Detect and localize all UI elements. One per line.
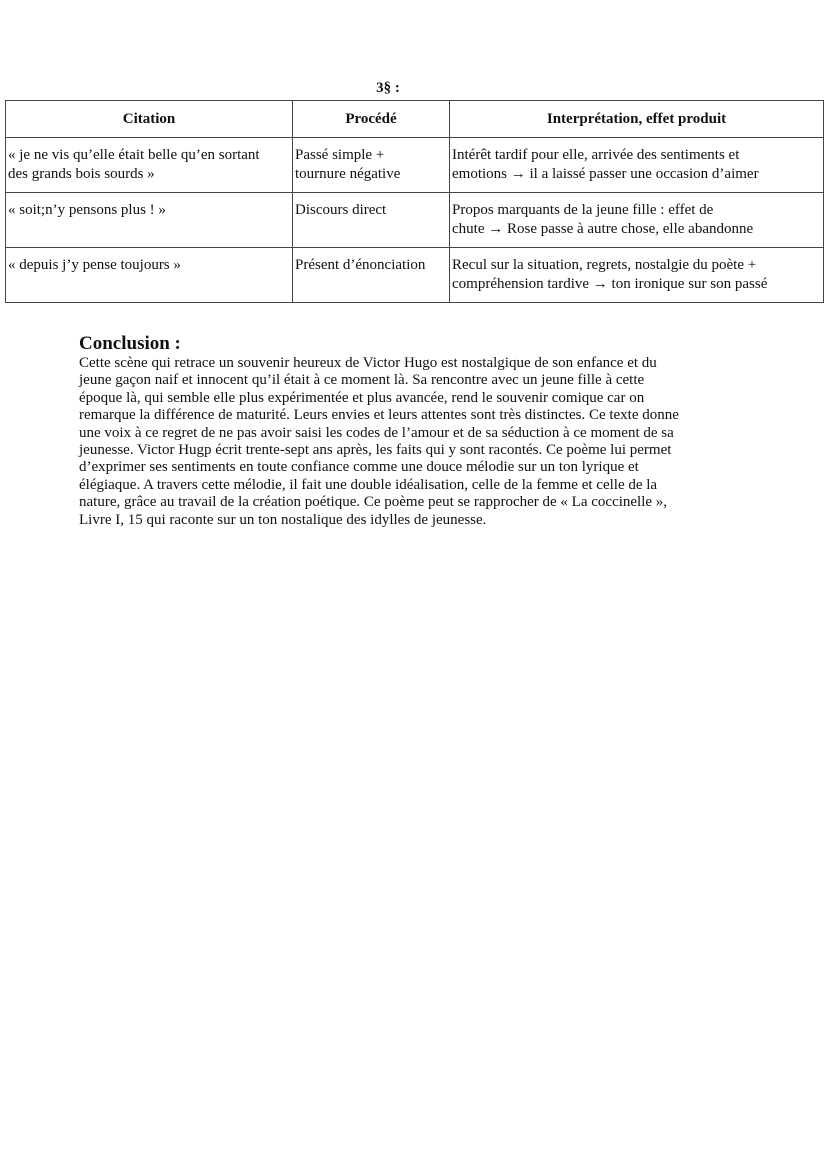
conclusion-line: Cette scène qui retrace un souvenir heureux de Victor Hugo est nostalgique de son enfance et du xyxy=(79,355,657,371)
conclusion-line: jeunesse. Victor Hugp écrit trente-sept ans après, les faits qui y sont racontés. Ce poème lui permet xyxy=(79,442,672,459)
cell-interpretation xyxy=(450,248,824,303)
table-header-row xyxy=(6,101,824,138)
cell-procede xyxy=(293,248,450,303)
conclusion-body xyxy=(79,355,779,529)
header-interpretation: Interprétation, effet produit xyxy=(450,101,824,138)
cell-procede xyxy=(293,138,450,193)
conclusion-line: Livre I, 15 qui raconte sur un ton nostalique des idylles de jeunesse. xyxy=(79,511,487,528)
cell-interpretation xyxy=(450,138,824,193)
conclusion-section xyxy=(79,333,779,529)
citation-line: « depuis j’y pense toujours » xyxy=(8,257,181,273)
header-citation: Citation xyxy=(6,101,293,138)
header-procede: Procédé xyxy=(293,101,450,138)
procede-line: Passé simple + xyxy=(295,147,385,163)
conclusion-line: époque là, qui semble elle plus expérimentée et plus avancée, rend le souvenir comique car on xyxy=(79,389,645,406)
conclusion-line: remarque la différence de maturité. Leurs envies et leurs attentes sont très distinctes. Ce texte donne xyxy=(79,407,679,424)
interpretation-line: compréhension tardive → ton ironique sur son passé xyxy=(452,276,768,292)
interpretation-line: Intérêt tardif pour elle, arrivée des sentiments et xyxy=(452,147,740,163)
conclusion-heading: Conclusion : xyxy=(79,333,181,354)
cell-procede xyxy=(293,193,450,248)
citation-line: des grands bois sourds » xyxy=(8,166,155,182)
procede-line: Présent d’énonciation xyxy=(295,257,426,273)
cell-citation xyxy=(6,138,293,193)
conclusion-line: élégiaque. A travers cette mélodie, il fait une double idéalisation, celle de la femme et celle de la xyxy=(79,476,658,493)
cell-citation xyxy=(6,248,293,303)
citation-line: « je ne vis qu’elle était belle qu’en sortant xyxy=(8,147,260,163)
conclusion-line: une voix à ce regret de ne pas avoir saisi les codes de l’amour et de sa séduction à ce moment de sa xyxy=(79,424,674,441)
table-row xyxy=(6,138,824,193)
cell-citation xyxy=(6,193,293,248)
table-row xyxy=(6,248,824,303)
interpretation-line: Propos marquants de la jeune fille : effet de xyxy=(452,202,714,218)
procede-line: tournure négative xyxy=(295,166,401,182)
interpretation-line: emotions → il a laissé passer une occasion d’aimer xyxy=(452,166,759,182)
conclusion-line: jeune gaçon naif et innocent qu’il était à ce moment là. Sa rencontre avec un jeune fille à cette xyxy=(79,372,645,389)
conclusion-line: d’exprimer ses sentiments en toute confiance comme une douce mélodie sur un ton lyrique et xyxy=(79,459,639,476)
analysis-table xyxy=(5,100,824,303)
cell-interpretation xyxy=(450,193,824,248)
procede-line: Discours direct xyxy=(295,202,387,218)
interpretation-line: chute → Rose passe à autre chose, elle abandonne xyxy=(452,221,754,237)
section-title: 3§ : xyxy=(376,80,400,96)
table-row xyxy=(6,193,824,248)
interpretation-line: Recul sur la situation, regrets, nostalgie du poète + xyxy=(452,257,757,273)
citation-line: « soit;n’y pensons plus ! » xyxy=(8,202,166,218)
conclusion-line: nature, grâce au travail de la création poétique. Ce poème peut se rapprocher de « La coccinelle », xyxy=(79,494,668,511)
